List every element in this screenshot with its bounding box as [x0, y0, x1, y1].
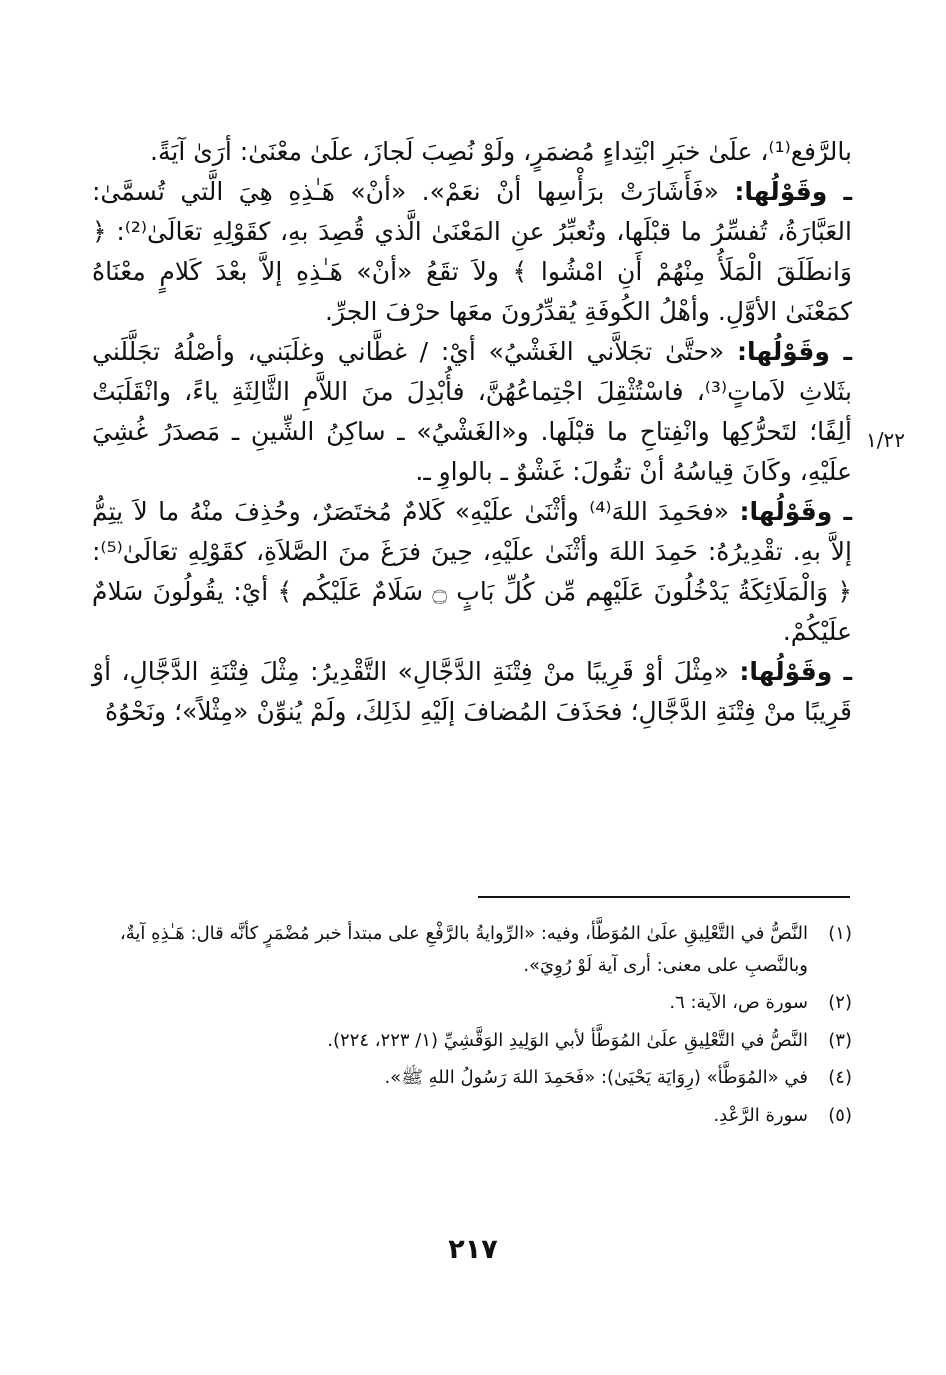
footnote-1 — [100, 918, 852, 981]
footnote-4 — [100, 1062, 852, 1094]
paragraph-5 — [92, 652, 852, 732]
footnote-text: سورة ص، الآية: ٦. — [669, 992, 808, 1013]
paragraph-4 — [92, 492, 852, 652]
footnote-number: (٢) — [828, 992, 852, 1013]
main-text — [92, 132, 852, 732]
paragraph-body: «مِثْلَ أوْ قَرِيبًا منْ فِتْنَةِ الدَّجَّالِ» التَّقْدِيرُ: مِثْلَ فِتْنَةِ الدَّجَّالِ، أوْ قَرِيبًا منْ فِتْنَةِ الدَّجَّالِ؛ فحَذَفَ المُضافَ إلَيْهِ لذَلِكَ، ولَمْ يُنوِّنْ «مِثْلاً»؛ ونَحْوُهُ — [92, 657, 852, 726]
footnote-text: النَّصُّ في التَّعْلِيقِ علَىٰ المُوَطَّأ لأبي الوَلِيدِ الوَقَّشِيِّ (١/ ٢٢٣، ٢٢٤). — [327, 1029, 808, 1051]
footnote-divider — [478, 896, 850, 898]
footnote-text: في «المُوَطَّأ» (رِوَايَة يَحْيَىٰ): «فَحَمِدَ اللهَ رَسُولُ اللهِ ﷺ». — [384, 1067, 808, 1088]
page-number: ٢١٧ — [448, 1234, 498, 1265]
paragraph-body: «فحَمِدَ اللهَ⁽⁴⁾ وأثْنَىٰ علَيْهِ» كَلامٌ مُختَصَرٌ، وحُذِفَ منْهُ ما لاَ يتِمُّ إلاَّ بهِ. تقْدِيرُهُ: حَمِدَ اللهَ وأثْنَىٰ علَيْهِ، حِينَ فرَغَ منَ الصَّلاَةِ، كقَوْلِهِ تعَالَىٰ⁽⁵⁾: ﴿ وَالْمَلَائِكَةُ يَدْخُلُونَ عَلَيْهِم مِّن كُلِّ بَابٍ ۝ سَلَامٌ عَلَيْكُم ﴾ أيْ: يقُولُونَ سَلامٌ علَيْكُمْ. — [92, 497, 852, 646]
footnote-text: سورة الرَّعْدِ. — [713, 1104, 808, 1126]
footnote-number: (١) — [828, 923, 852, 944]
footnotes — [100, 918, 852, 1137]
footnote-5 — [100, 1100, 852, 1132]
footnote-text: النَّصُّ في التَّعْلِيقِ علَىٰ المُوَطَّأ، وفيه: «الرِّوايةُ بالرَّفْعِ على مبتدأ خبر مُضْمَرٍ كأنَّه قال: هَـٰذِهِ آيةٌ، وبالنَّصبِ على معنى: أرى آية لَوْ رُوِيَ». — [119, 923, 808, 976]
footnote-number: (٣) — [828, 1029, 852, 1051]
footnote-3 — [100, 1025, 852, 1057]
paragraph-body: بالرَّفع⁽¹⁾، علَىٰ خبَرِ ابْتِداءٍ مُضمَرٍ، ولَوْ نُصِبَ لَجازَ، علَىٰ معْنَىٰ: أرَىٰ آيَةً. — [150, 137, 852, 166]
paragraph-1 — [92, 132, 852, 172]
footnote-number: (٤) — [828, 1067, 852, 1088]
paragraph-head: ـ وقَوْلُها: — [739, 497, 852, 526]
manuscript-folio-ref: ١/٢٢ — [866, 428, 905, 452]
paragraph-head: ـ وقَوْلُها: — [734, 177, 853, 206]
footnote-2 — [100, 987, 852, 1019]
paragraph-head: ـ وقَوْلُها: — [737, 337, 852, 366]
paragraph-body: «حتَّىٰ تجَلاَّني الغَشْيُ» أيْ: / غطَّاني وغلَبَني، وأصْلُهُ تجَلَّلَني بثَلاثِ لاَماتٍ⁽³⁾، فاسْتُثْقِلَ اجْتِماعُهُنَّ، فأُبْدِلَ منَ اللاَّمِ الثَّالِثَةِ ياءً، وانْقَلَبَتْ ألِفًا؛ لتَحرُّكِها وانْفِتاحِ ما قبْلَها. و«الغَشْيُ» ـ ساكِنُ الشِّينِ ـ مَصدَرُ غُشِيَ علَيْهِ، وكَانَ قِياسُهُ أنْ تقُولَ: غَشْوٌ ـ بالواوِ ـ. — [92, 337, 852, 486]
footnote-number: (٥) — [828, 1104, 852, 1126]
paragraph-3 — [92, 332, 852, 492]
paragraph-body: «فَأَشَارَتْ برَأْسِها أنْ نعَمْ». «أنْ» هَـٰذِهِ هِيَ الَّتي تُسمَّىٰ: العَبَّارَةُ، تُفسِّرُ ما قبْلَها، وتُعبِّرُ عنِ المَعْنَىٰ الَّذي قُصِدَ بهِ، كقَوْلِهِ تعَالَىٰ⁽²⁾: ﴿ وَانطَلَقَ الْمَلَأُ مِنْهُمْ أَنِ امْشُوا ﴾ ولاَ تقَعُ «أنْ» هَـٰذِهِ إلاَّ بعْدَ كَلامٍ معْنَاهُ كمَعْنَىٰ الأوَّلِ. وأهْلُ الكُوفَةِ يُقدِّرُونَ معَها حرْفَ الجرِّ. — [92, 177, 852, 326]
paragraph-head: ـ وقَوْلُها: — [739, 657, 852, 686]
paragraph-2 — [92, 172, 852, 332]
